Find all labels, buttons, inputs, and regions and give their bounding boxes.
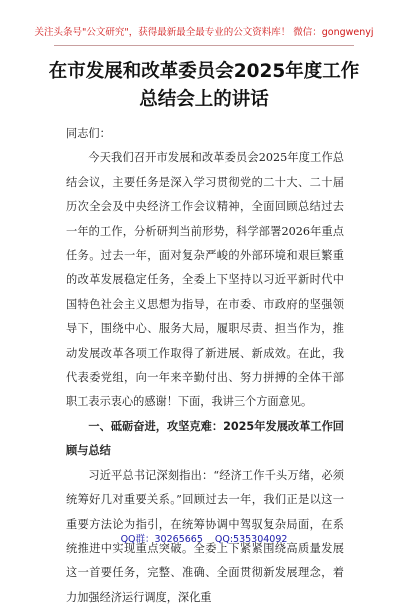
footer-contact: [0, 531, 408, 545]
header-promo-note: 关注头条号"公文研究"，获得最新最全最专业的公文资料库！ 微信：gongwenyj: [34, 27, 374, 38]
footer-qq: QQ:535304092: [214, 534, 288, 545]
footer-qq-group: QQ群：30265665: [120, 534, 203, 545]
document-title: 在市发展和改革委员会2025年度工作总结会上的讲话: [48, 61, 360, 110]
intro-paragraph: 今天我们召开市发展和改革委员会2025年度工作总结会议，主要任务是深入学习贯彻党的二十大、二十届历次全会及中央经济工作会议精神，全面回顾总结过去一年的工作，分析研判当前形势，科学部署2026年重点任务。过去一年，面对复杂严峻的外部环境和艰巨繁重的改革发展稳定任务，全委上下坚持以习近平新时代中国特色社会主义思想为指导，在市委、市政府的坚强领导下，围绕中心、服务大局，履职尽责、担当作为，推动发展改革各项工作取得了新进展、新成效。在此，我代表委党组，向一年来辛勤付出、努力拼搏的全体干部职工表示衷心的感谢！下面，我讲三个方面意见。: [66, 151, 344, 409]
header-divider: [54, 45, 354, 46]
section-paragraph: 习近平总书记深刻指出：“经济工作千头万绪，必须统筹好几对重要关系。”回顾过去一年，我们正是以这一重要方法论为指引，在统筹协调中驾驭复杂局面，在系统推进中实现重点突破。全委上下紧紧围绕高质量发展这一首要任务，完整、准确、全面贯彻新发展理念，着力加强经济运行调度，深化重: [66, 468, 344, 604]
salutation: 同志们：: [66, 127, 111, 140]
section-heading: 一、砥砺奋进，攻坚克难：2025年发展改革工作回顾与总结: [66, 419, 344, 458]
